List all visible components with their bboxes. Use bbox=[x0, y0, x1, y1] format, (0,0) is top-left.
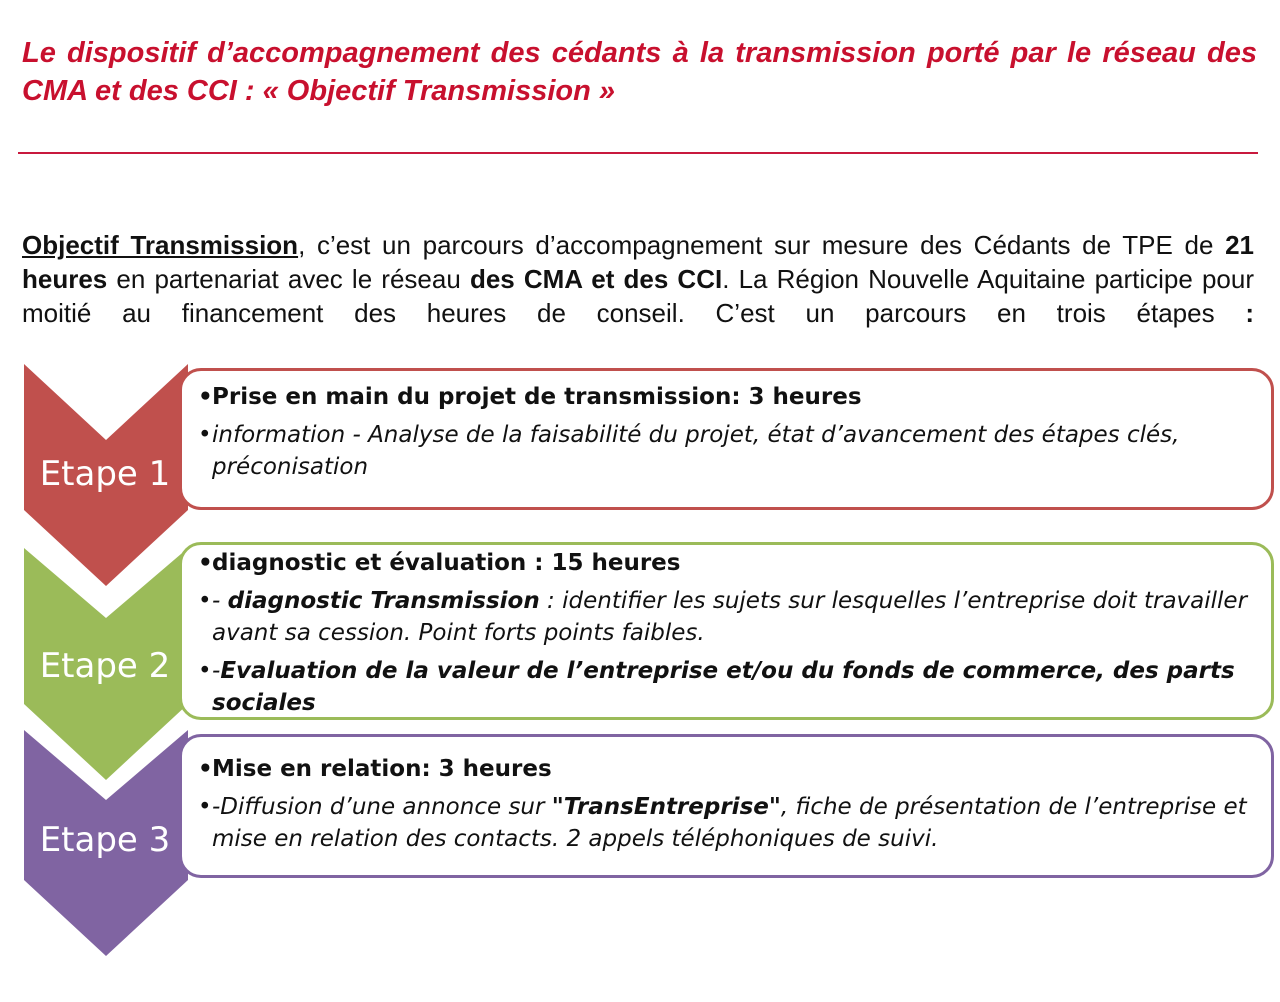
step-3-detail-rest: , fiche de présentation de l’entreprise et mise en relation des contacts. 2 appels téléphoniques de suivi. bbox=[212, 794, 1247, 852]
step-2-detail-evaluation bbox=[198, 655, 1257, 719]
step-1-detail: • information - Analyse de la faisabilité du projet, état d’avancement des étapes clés, préconisation bbox=[198, 419, 1257, 483]
step-3-detail bbox=[198, 791, 1257, 855]
intro-program-name: Objectif Transmission bbox=[22, 230, 299, 260]
step-2-label: Etape 2 bbox=[39, 646, 171, 686]
step-2-heading: • diagnostic et évaluation : 15 heures bbox=[198, 547, 1257, 579]
step-1-heading: • Prise en main du projet de transmission: 3 heures bbox=[198, 381, 1257, 413]
intro-hours: 21 heures bbox=[22, 230, 1254, 294]
step-2-eval-prefix: - bbox=[212, 658, 221, 684]
step-2-detail-diagnostic bbox=[198, 585, 1257, 649]
intro-paragraph bbox=[22, 228, 1254, 330]
step-1-label: Etape 1 bbox=[39, 454, 171, 494]
step-2-box bbox=[179, 542, 1274, 720]
step-3-heading: • Mise en relation: 3 heures bbox=[198, 753, 1257, 785]
step-2-detail-bold: diagnostic Transmission bbox=[227, 588, 540, 614]
step-3-box bbox=[179, 734, 1274, 878]
step-3-detail-prefix: -Diffusion d’une annonce sur bbox=[212, 794, 552, 820]
step-3-label: Etape 3 bbox=[39, 820, 171, 860]
title-divider bbox=[18, 152, 1258, 154]
intro-colon: : bbox=[1214, 298, 1254, 328]
step-2-eval-bold: Evaluation de la valeur de l’entreprise et/ou du fonds de commerce, des parts sociales bbox=[212, 658, 1235, 716]
step-2-detail-prefix: - bbox=[212, 588, 228, 614]
intro-text-1: , c’est un parcours d’accompagnement sur mesure des Cédants de TPE de bbox=[298, 230, 1226, 260]
step-2-detail-rest: : identifier les sujets sur lesquelles l’entreprise doit travailler avant sa cession. Point forts points faibles. bbox=[212, 588, 1248, 646]
step-1-box bbox=[179, 368, 1274, 510]
intro-text-2: en partenariat avec le réseau bbox=[107, 264, 470, 294]
page-title: Le dispositif d’accompagnement des cédants à la transmission porté par le réseau des CMA et des CCI : « Objectif Transmission » bbox=[22, 37, 1257, 107]
step-3-detail-bold: "TransEntreprise" bbox=[551, 794, 781, 820]
intro-network: des CMA et des CCI bbox=[469, 264, 723, 294]
intro-text-3: . La Région Nouvelle Aquitaine participe pour moitié au financement des heures de conseil. C’est un parcours en trois étapes bbox=[22, 264, 1255, 328]
